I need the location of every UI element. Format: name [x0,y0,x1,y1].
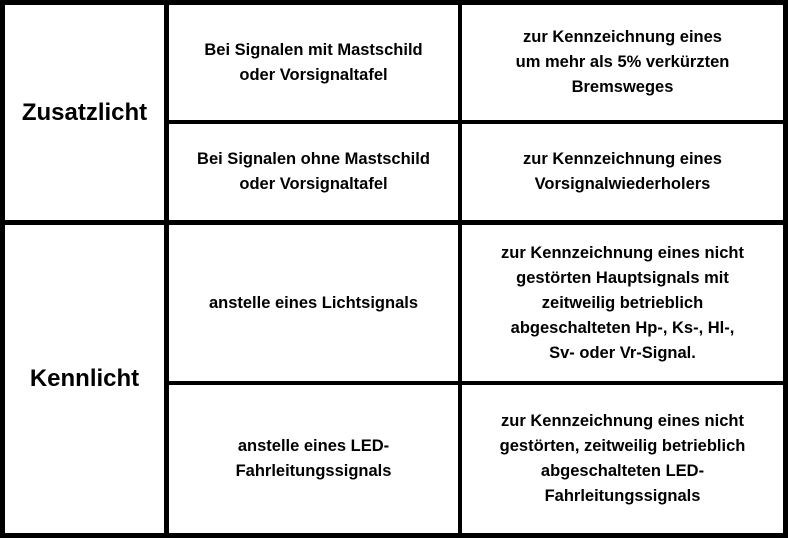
purpose-text: zur Kennzeichnung eines um mehr als 5% verkürzten Bremsweges [515,28,730,96]
group-label-text: Kennlicht [29,365,140,392]
purpose-text: zur Kennzeichnung eines nicht gestörten Hauptsignals mit zeitweilig betrieblich abgeschalteten Hp-, Ks-, Hl-, Sv- oder Vr-Signal. [501,243,744,362]
condition-text: anstelle eines Lichtsignals [208,293,419,312]
condition-text: Bei Signalen mit Mastschild oder Vorsignaltafel [204,40,423,84]
table-cell-condition [169,225,458,381]
table-cell-purpose [462,225,783,381]
group-label-zusatzlicht [5,5,164,220]
table-cell-purpose [462,124,783,220]
table-cell-condition [169,385,458,533]
table-cell-condition [169,5,458,120]
table-cell-purpose [462,385,783,533]
purpose-text: zur Kennzeichnung eines nicht gestörten, zeitweilig betrieblich abgeschalteten LED- Fahrleitungssignals [499,412,746,505]
purpose-text: zur Kennzeichnung eines Vorsignalwiederholers [523,150,722,193]
condition-text: Bei Signalen ohne Mastschild oder Vorsignaltafel [197,150,430,193]
table-cell-condition [169,124,458,220]
table-cell-purpose [462,5,783,120]
group-label-kennlicht [5,225,164,533]
group-label-text: Zusatzlicht [21,98,148,126]
condition-text: anstelle eines LED- Fahrleitungssignals [235,437,392,480]
